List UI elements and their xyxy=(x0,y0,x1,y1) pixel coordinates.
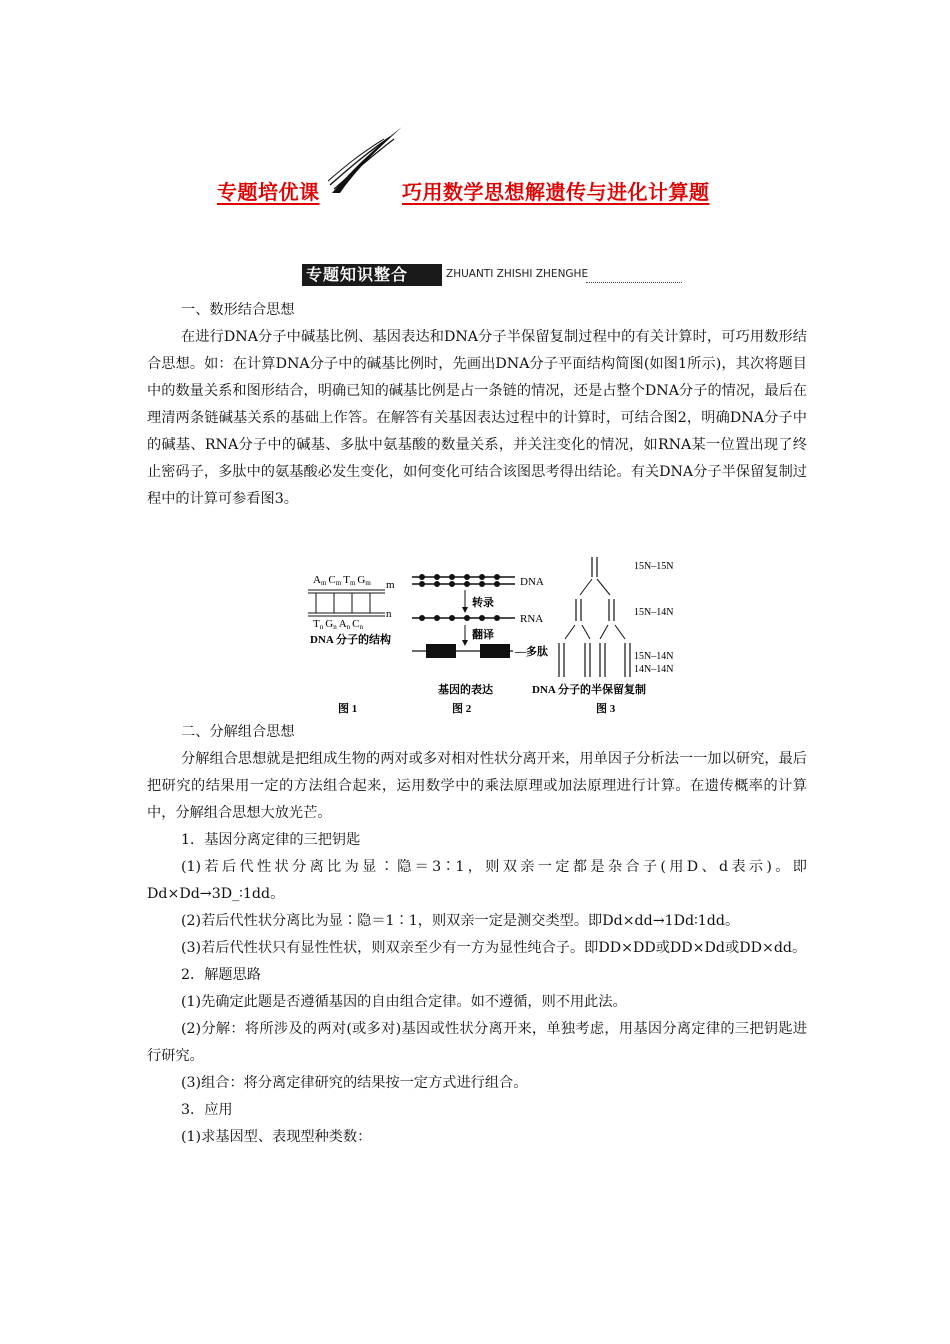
banner-en: ZHUANTI ZHISHI ZHENGHE xyxy=(446,268,589,280)
fig2-translation: 翻译 xyxy=(472,629,494,641)
fig3-gen2b: 14N–14N xyxy=(634,664,674,675)
fig3-replication xyxy=(532,557,673,715)
fig3-label: 图 3 xyxy=(596,703,616,715)
section-1-paragraph: 在进行DNA分子中碱基比例、基因表达和DNA分子半保留复制过程中的有关计算时，可巧用数形结合思想。如：在计算DNA分子中的碱基比例时，先画出DNA分子平面结构简图(如图1所示)，其次将题目中的数量关系和图形结合，明确已知的碱基比例是占一条链的情况，还是占整个DNA分子的情况，最后在理清两条链碱基关系的基础上作答。在解答有关基因表达过程中的计算时，可结合图2，明确DNA分子中的碱基、RNA分子中的碱基、多肽中氨基酸的数量关系，并关注变化的情况，如RNA某一位置出现了终止密码子，多肽中的氨基酸必发生变化，如何变化可结合该图思考得出结论。有关DNA分子半保留复制过程中的计算可参看图3。 xyxy=(147,329,807,507)
fig3-caption: DNA 分子的半保留复制 xyxy=(532,684,646,696)
fig2-gene-expression xyxy=(412,574,548,715)
fig3-gen0: 15N–15N xyxy=(634,561,674,572)
fig1-dna-structure xyxy=(308,574,395,715)
key-item-2: (2)若后代性状分离比为显∶隐＝1∶1，则双亲一定是测交类型。即Dd×dd→1Dd∶1dd。 xyxy=(181,913,740,929)
title-right: 巧用数学思想解遗传与进化计算题 xyxy=(402,180,710,204)
fig1-label: 图 1 xyxy=(338,703,358,715)
fig2-label: 图 2 xyxy=(452,703,472,715)
fig1-n-label: n xyxy=(386,608,392,620)
key-item-1: (1)若后代性状分离比为显∶隐＝3∶1，则双亲一定都是杂合子(用D、d表示)。即Dd×Dd→3D_∶1dd。 xyxy=(147,859,807,902)
fig1-top-strand: Am Cm Tm Gm xyxy=(313,574,371,587)
step-3: (3)组合：将分离定律研究的结果按一定方式进行组合。 xyxy=(181,1075,528,1091)
fig2-caption: 基因的表达 xyxy=(438,684,493,696)
banner-divider xyxy=(586,282,682,283)
fig3-gen2a: 15N–14N xyxy=(634,651,674,662)
key-item-3: (3)若后代性状只有显性性状，则双亲至少有一方为显性纯合子。即DD×DD或DD×Dd或DD×dd。 xyxy=(181,940,807,956)
fig3-gen1: 15N–14N xyxy=(634,607,674,618)
subheading-1: 1．基因分离定律的三把钥匙 xyxy=(181,832,361,848)
fig2-transcription: 转录 xyxy=(472,597,494,609)
fig1-bottom-strand: Tn Gn An Cn xyxy=(313,618,363,631)
fig1-caption: DNA 分子的结构 xyxy=(310,634,391,646)
subheading-3: 3．应用 xyxy=(181,1102,233,1118)
section-2-paragraph: 分解组合思想就是把组成生物的两对或多对相对性状分离开来，用单因子分析法一一加以研究，最后把研究的结果用一定的方法组合起来，运用数学中的乘法原理或加法原理进行计算。在遗传概率的计算中，分解组合思想大放光芒。 xyxy=(147,751,807,821)
section-1 xyxy=(147,297,807,513)
figure-dna xyxy=(300,555,700,720)
fig2-peptide-label: —多肽 xyxy=(515,646,548,658)
application-1: (1)求基因型、表现型种类数： xyxy=(181,1129,372,1145)
page-title xyxy=(0,176,950,210)
step-1: (1)先确定此题是否遵循基因的自由组合定律。如不遵循，则不用此法。 xyxy=(181,994,627,1010)
fig1-m-label: m xyxy=(386,579,395,591)
section-1-heading: 一、数形结合思想 xyxy=(181,302,295,318)
fig2-rna-label: RNA xyxy=(520,613,544,625)
subheading-2: 2．解题思路 xyxy=(181,967,261,983)
step-2: (2)分解：将所涉及的两对(或多对)基因或性状分离开来，单独考虑，用基因分离定律的三把钥匙进行研究。 xyxy=(147,1021,807,1064)
title-left: 专题培优课 xyxy=(217,180,320,204)
section-2-heading: 二、分解组合思想 xyxy=(181,724,295,740)
fig2-dna-label: DNA xyxy=(520,576,544,588)
banner-cn: 专题知识整合 xyxy=(302,264,442,286)
section-2 xyxy=(147,719,807,1151)
